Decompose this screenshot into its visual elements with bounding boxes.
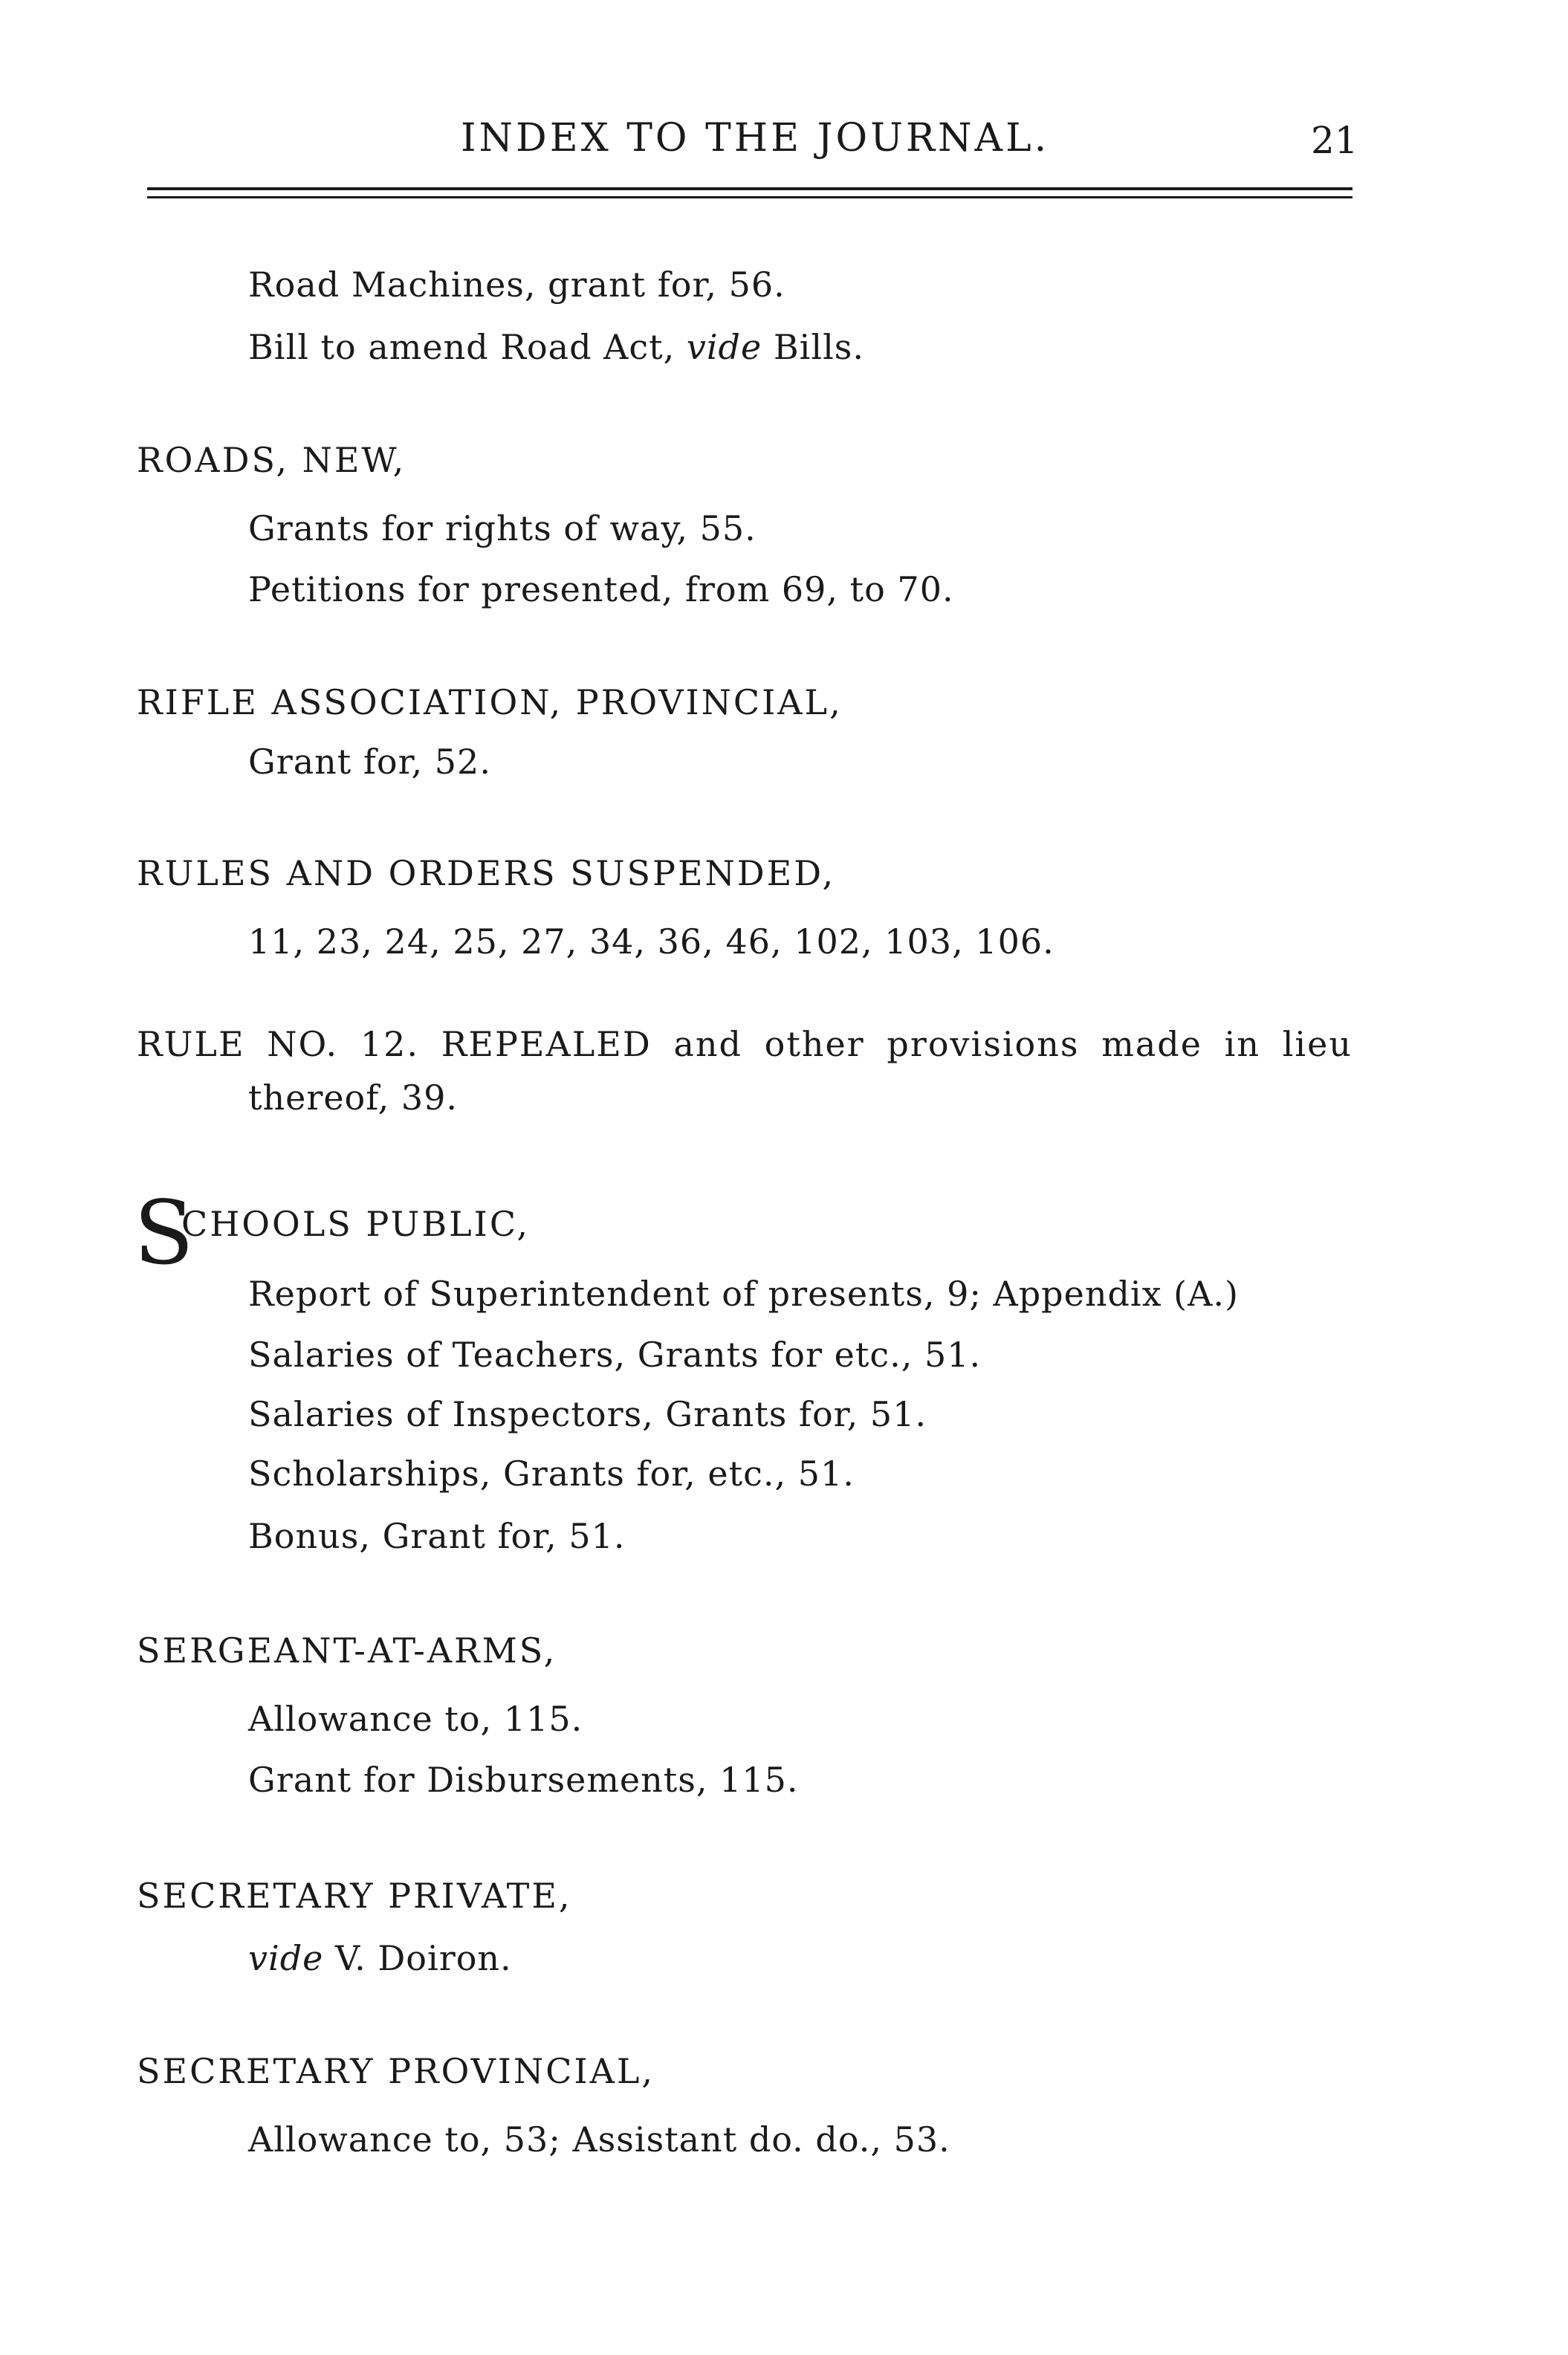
- page-header-title: INDEX TO THE JOURNAL.: [461, 116, 1050, 161]
- index-heading: CHOOLS PUBLIC,: [181, 1204, 531, 1244]
- index-heading: SECRETARY PROVINCIAL,: [137, 2051, 655, 2091]
- word: and: [673, 1024, 742, 1064]
- index-entry: Petitions for presented, from 69, to 70.: [248, 569, 954, 609]
- index-entry: 11, 23, 24, 25, 27, 34, 36, 46, 102, 103, 106.: [248, 921, 1054, 962]
- header-rule-top: [147, 187, 1352, 190]
- word: RULE: [137, 1024, 245, 1064]
- word: NO.: [267, 1024, 339, 1064]
- index-entry: Bill to amend Road Act, vide Bills.: [248, 327, 865, 367]
- index-entry: Grant for Disbursements, 115.: [248, 1760, 799, 1800]
- drop-cap: S: [134, 1182, 194, 1284]
- word: other: [764, 1024, 865, 1064]
- index-entry: Report of Superintendent of presents, 9; Appendix (A.): [248, 1274, 1239, 1314]
- index-heading: RULES AND ORDERS SUSPENDED,: [137, 853, 836, 893]
- index-entry: Grant for, 52.: [248, 742, 491, 782]
- index-heading: RIFLE ASSOCIATION, PROVINCIAL,: [137, 682, 843, 722]
- rule-12-heading-line: [137, 1024, 1352, 1064]
- word: REPEALED: [441, 1024, 652, 1064]
- index-entry: Salaries of Inspectors, Grants for, 51.: [248, 1394, 927, 1434]
- word: provisions: [887, 1024, 1080, 1064]
- index-entry: Allowance to, 115.: [248, 1699, 583, 1739]
- index-entry: Scholarships, Grants for, etc., 51.: [248, 1454, 855, 1494]
- word: 12.: [360, 1024, 420, 1064]
- index-entry: Allowance to, 53; Assistant do. do., 53.: [248, 2119, 950, 2160]
- index-heading: SERGEANT-AT-ARMS,: [137, 1630, 557, 1671]
- word: lieu: [1282, 1024, 1352, 1064]
- index-entry: thereof, 39.: [248, 1078, 459, 1118]
- word: made: [1101, 1024, 1202, 1064]
- header-rule-bottom: [147, 196, 1352, 198]
- index-entry: Bonus, Grant for, 51.: [248, 1516, 626, 1556]
- word: in: [1224, 1024, 1260, 1064]
- page-number: 21: [1311, 119, 1358, 162]
- index-entry: Grants for rights of way, 55.: [248, 508, 757, 548]
- index-entry: vide V. Doiron.: [248, 1938, 512, 1978]
- index-heading: ROADS, NEW,: [137, 440, 406, 480]
- index-entry: Salaries of Teachers, Grants for etc., 51.: [248, 1335, 982, 1375]
- index-entry: Road Machines, grant for, 56.: [248, 265, 785, 305]
- index-heading: SECRETARY PRIVATE,: [137, 1876, 572, 1916]
